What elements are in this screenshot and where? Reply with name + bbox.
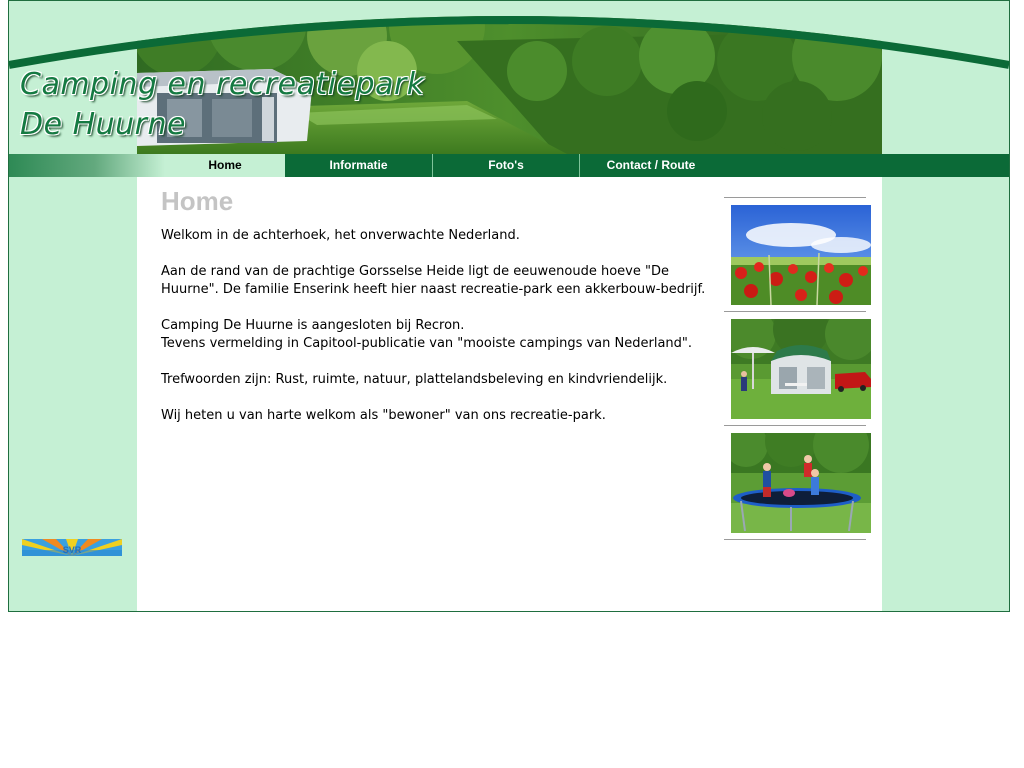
- intro-text: [161, 227, 716, 443]
- page-title: Home: [161, 186, 234, 216]
- main-content: [137, 177, 882, 611]
- page-frame: [8, 0, 1010, 612]
- poppy-field-photo[interactable]: [731, 205, 871, 305]
- svr-badge-text: SVR: [62, 545, 82, 555]
- photo-divider: [724, 311, 866, 312]
- nav-contact-route[interactable]: Contact / Route: [606, 158, 696, 172]
- paragraph-keywords: Trefwoorden zijn: Rust, ruimte, natuur, plattelandsbeleving en kindvriendelijk.: [161, 372, 668, 387]
- photo-divider: [724, 539, 866, 540]
- paragraph-closing: Wij heten u van harte welkom als "bewoner" van ons recreatie-park.: [161, 408, 606, 423]
- trampoline-photo[interactable]: [731, 433, 871, 533]
- site-title-line-2: De Huurne: [20, 107, 186, 142]
- main-navigation: [9, 154, 1009, 177]
- camping-tent-photo[interactable]: [731, 319, 871, 419]
- nav-home[interactable]: Home: [165, 154, 285, 177]
- site-title: [20, 65, 425, 145]
- photo-divider: [724, 197, 866, 198]
- nav-fade-decoration: [9, 154, 165, 177]
- svr-badge-link[interactable]: [22, 539, 122, 556]
- paragraph-location: Aan de rand van de prachtige Gorsselse Heide ligt de eeuwenoude hoeve "De Huurne". De familie Enserink heeft hier naast recreatie-park een akkerbouw-bedrijf.: [161, 264, 706, 297]
- nav-informatie[interactable]: Informatie: [329, 158, 388, 172]
- nav-fotos[interactable]: Foto's: [488, 158, 524, 172]
- svr-logo: [22, 539, 122, 556]
- site-header: [9, 1, 1009, 154]
- paragraph-capitool: Tevens vermelding in Capitool-publicatie van "mooiste campings van Nederland".: [161, 336, 693, 351]
- paragraph-recron: Camping De Huurne is aangesloten bij Recron.: [161, 318, 465, 333]
- paragraph-welcome: Welkom in de achterhoek, het onverwachte Nederland.: [161, 228, 520, 243]
- site-title-line-1: Camping en recreatiepark: [20, 67, 425, 102]
- photo-divider: [724, 425, 866, 426]
